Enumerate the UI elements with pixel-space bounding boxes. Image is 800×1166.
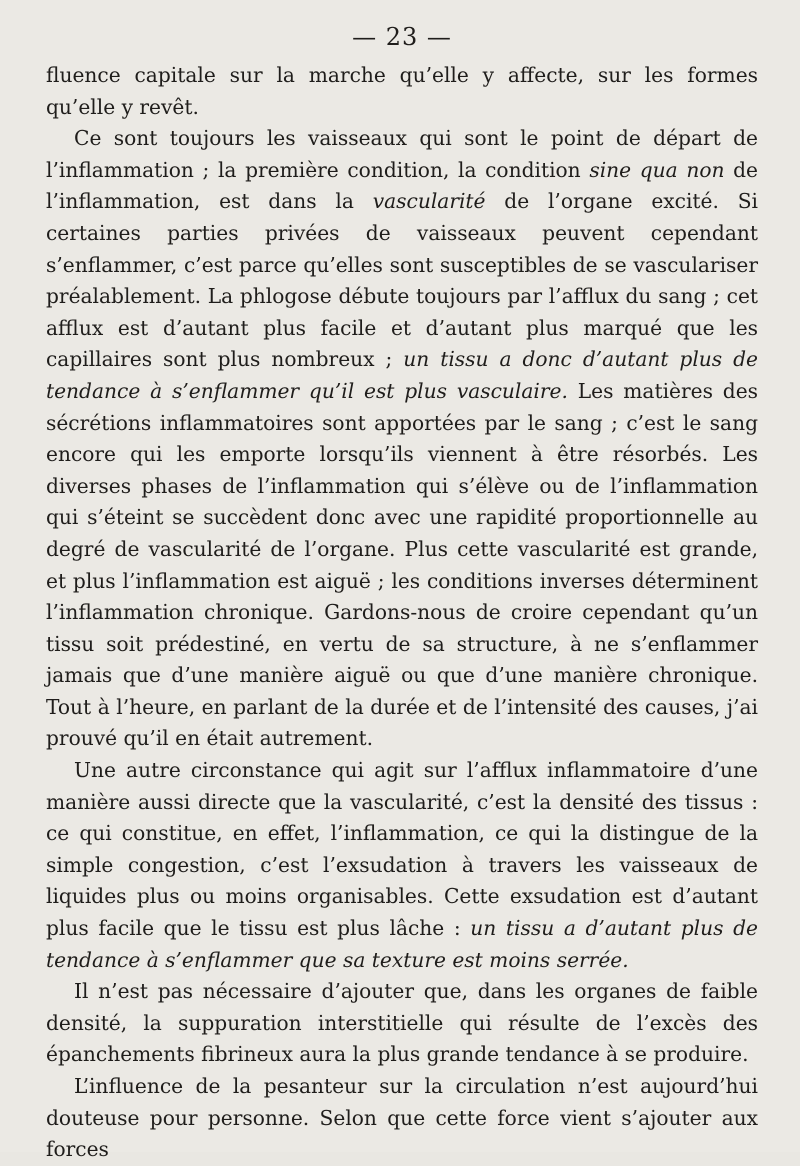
paragraph-2	[46, 123, 758, 755]
text-segment: Une autre circonstance qui agit sur l’afflux inflammatoire d’une manière aussi directe que la vascularité, c’est la densité des tissus : ce qui constitue, en effet, l’inflammation, ce qui la distingue de la simple congestion, c’est l’exsudation à travers les vaisseaux de liquides plus ou moins organisables. Cette exsudation est d’autant plus facile que le tissu est plus lâche :	[46, 758, 758, 941]
italic-segment: un tissu a donc d’autant plus de tendance à s’enflammer qu’il est plus vasculaire.	[46, 347, 758, 403]
text-segment: Les matières des sécrétions inflammatoires sont apportées par le sang ; c’est le sang encore qui les emporte lorsqu’ils viennent à être résorbés. Les diverses phases de l’inflammation qui s’élève ou de l’inflammation qui s’éteint se succèdent donc avec une rapidité proportionnelle au degré de vascularité de l’organe. Plus cette vascularité est grande, et plus l’inflammation est aiguë ; les conditions inverses déterminent l’inflammation chronique. Gardons-nous de croire cependant qu’un tissu soit prédestiné, en vertu de sa structure, à ne s’enflammer jamais que d’une manière aiguë ou que d’une manière chronique. Tout à l’heure, en parlant de la durée et de l’intensité des causes, j’ai prouvé qu’il en était autrement.	[46, 378, 758, 751]
paragraph-4	[46, 976, 758, 1071]
page-number: — 23 —	[352, 23, 452, 51]
paragraph-1	[46, 60, 758, 123]
italic-segment: sine qua non	[589, 157, 725, 182]
text-segment: de l’inflammation, est dans la	[46, 157, 758, 214]
text-segment: de l’organe excité. Si certaines parties privées de vaisseaux peuvent cependant s’enflammer, c’est parce qu’elles sont susceptibles de se vasculariser préalablement. La phlogose débute toujours par l’afflux du sang ; cet afflux est d’autant plus facile et d’autant plus marqué que les capillaires sont plus nombreux ;	[46, 189, 758, 372]
body-text	[46, 60, 758, 1166]
paragraph-3	[46, 755, 758, 976]
text-segment: L’influence de la pesanteur sur la circulation n’est aujourd’hui douteuse pour personne. Selon que cette force vient s’ajouter aux forces	[46, 1074, 758, 1162]
italic-segment: vascularité	[372, 189, 486, 214]
text-segment: Il n’est pas nécessaire d’ajouter que, dans les organes de faible densité, la suppuration interstitielle qui résulte de l’excès des épanchements fibrineux aura la plus grande tendance à se produire.	[46, 979, 758, 1067]
text-segment: fluence capitale sur la marche qu’elle y affecte, sur les formes qu’elle y revêt.	[46, 63, 758, 119]
italic-segment: un tissu a d’autant plus de tendance à s’enflammer que sa texture est moins serrée.	[46, 916, 758, 972]
text-segment: Ce sont toujours les vaisseaux qui sont le point de départ de l’inflammation ; la première condition, la condition	[46, 126, 758, 182]
